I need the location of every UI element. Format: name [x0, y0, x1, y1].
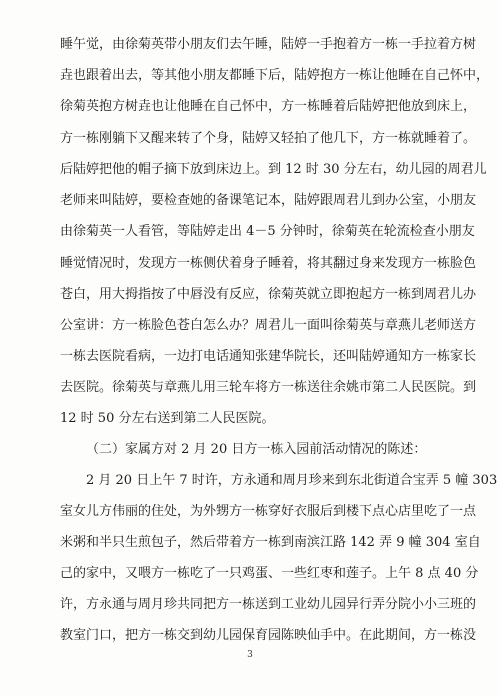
text-line: 苍白，用大拇指按了中唇没有反应，徐菊英就立即抱起方一栋到周君儿办 [60, 287, 477, 302]
text-line: 由徐菊英一人看管，等陆婷走出 4－5 分钟时，徐菊英在轮流检查小朋友 [60, 224, 475, 239]
text-line: 室女儿方伟丽的住处，为外甥方一栋穿好衣服后到楼下点心店里吃了一点 [60, 504, 477, 519]
text-line: 方一栋刚躺下又醒来转了个身，陆婷又轻拍了他几下，方一栋就睡着了。 [60, 131, 477, 146]
text-line: 一栋去医院看病，一边打电话通知张建华院长，还叫陆婷通知方一栋家长 [60, 349, 477, 364]
text-line: 垚也跟着出去，等其他小朋友都睡下后，陆婷抱方一栋让他睡在自己怀中， [60, 68, 490, 83]
text-line: 睡午觉，由徐菊英带小朋友们去午睡，陆婷一手抱着方一栋一手拉着方树 [60, 37, 477, 52]
text-line: 教室门口，把方一栋交到幼儿园保育园陈映仙手中。在此期间，方一栋没 [60, 628, 477, 643]
text-line: 2 月 20 日上午 7 时许，方永通和周月珍来到东北街道合宝弄 5 幢 303 [86, 473, 498, 488]
text-line: 老师来叫陆婷，要检查她的备课笔记本，陆婷跟周君儿到办公室，小朋友 [60, 193, 477, 208]
text-line: 徐菊英抱方树垚也让他睡在自己怀中，方一栋睡着后陆婷把他放到床上， [60, 99, 477, 114]
text-line: 许，方永通与周月珍共同把方一栋送到工业幼儿园异行弄分院小小三班的 [60, 597, 477, 612]
text-line: 12 时 50 分左右送到第二人民医院。 [60, 411, 275, 426]
text-line: 米粥和半只生煎包子，然后带着方一栋到南滨江路 142 弄 9 幢 304 室自 [60, 535, 481, 550]
page-number: 3 [247, 650, 253, 660]
text-line: 睡觉情况时，发现方一栋侧伏着身子睡着，将其翻过身来发现方一栋脸色 [60, 256, 477, 271]
text-line: 己的家中，又喂方一栋吃了一只鸡蛋、一些红枣和莲子。上午 8 点 40 分 [60, 566, 479, 581]
text-line: 去医院。徐菊英与章燕儿用三轮车将方一栋送往余姚市第二人民医院。到 [60, 380, 477, 395]
text-line: 后陆婷把他的帽子摘下放到床边上。到 12 时 30 分左右，幼儿园的周君儿 [60, 162, 487, 177]
text-line: 公室讲：方一栋脸色苍白怎么办？周君儿一面叫徐菊英与章燕儿老师送方 [60, 318, 477, 333]
section-heading: （二）家属方对 2 月 20 日方一栋入园前活动情况的陈述： [86, 442, 427, 457]
